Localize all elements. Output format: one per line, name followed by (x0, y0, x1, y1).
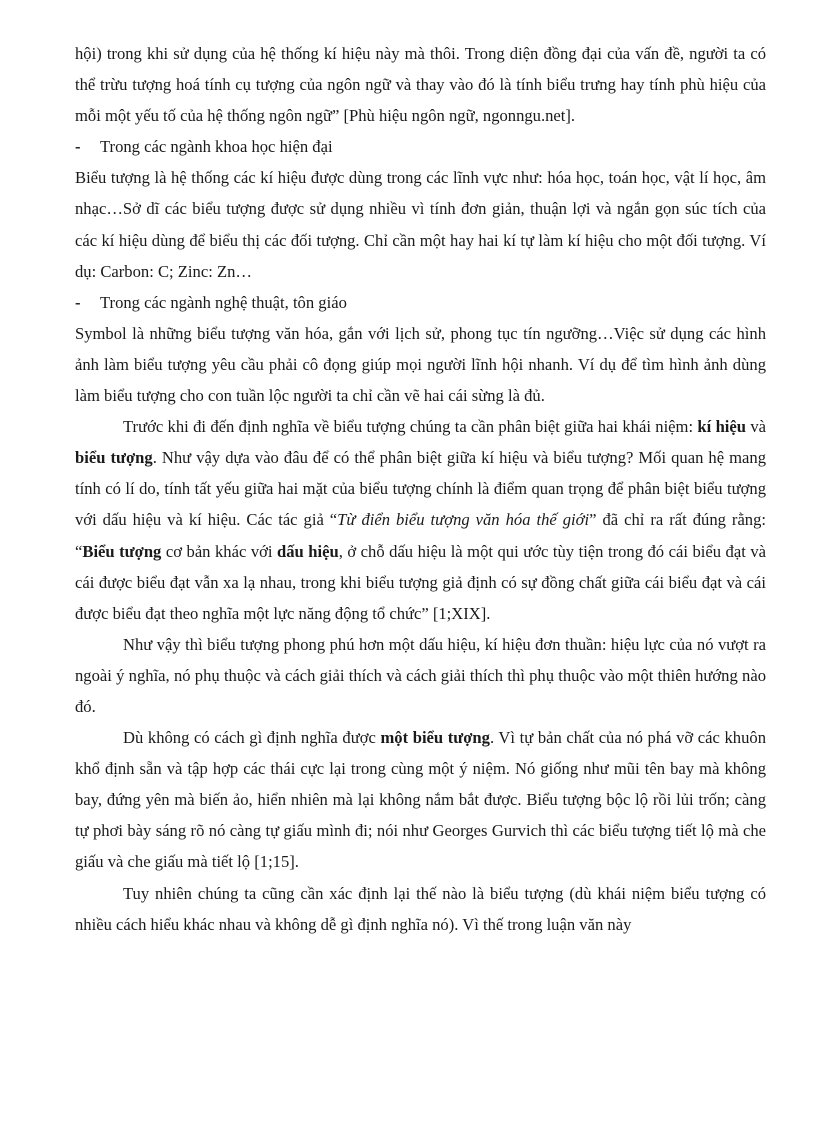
text-run: Dù không có cách gì định nghĩa được (123, 728, 381, 748)
paragraph-intro-continuation: hội) trong khi sử dụng của hệ thống kí hiệu này mà thôi. Trong diện đồng đại của vấn đề, người ta có thể trừu tượng hoá tính cụ tượng của ngôn ngữ và thay vào đó là tính biểu trưng hay tính phù hiệu của mỗi một yếu tố của hệ thống ngôn ngữ” [Phù hiệu ngôn ngữ, ngonngu.net]. (75, 44, 766, 126)
text-run: ” đã chỉ ra rất đúng rằng: “ (75, 510, 767, 561)
bullet-item-science (75, 131, 766, 162)
bold-term: Biểu tượng (82, 541, 162, 561)
dash-marker: - (75, 292, 81, 312)
italic-book-title: Từ điển biểu tượng văn hóa thế giới (337, 510, 590, 530)
text-run: và (746, 417, 767, 437)
bold-term: biểu tượng (75, 448, 153, 468)
text-run: cơ bản khác với (161, 541, 278, 561)
bullet-item-label: Trong các ngành nghệ thuật, tôn giáo (100, 292, 347, 312)
document-page (75, 38, 766, 940)
paragraph-symbol-richness: Như vậy thì biểu tượng phong phú hơn một dấu hiệu, kí hiệu đơn thuần: hiệu lực của nó vượt ra ngoài ý nghĩa, nó phụ thuộc và cách giải thích và cách giải thích thì phụ thuộc vào một thiên hướng nào đó. (75, 634, 766, 716)
bold-term: dấu hiệu (277, 541, 339, 561)
bullet-item-arts (75, 287, 766, 318)
paragraph-thesis-scope: Tuy nhiên chúng ta cũng cần xác định lại thế nào là biểu tượng (dù khái niệm biểu tượng có nhiều cách hiểu khác nhau và không dễ gì định nghĩa nó). Vì thế trong luận văn này (75, 883, 766, 934)
bold-term: một biểu tượng (380, 728, 490, 748)
paragraph-arts: Symbol là những biểu tượng văn hóa, gắn với lịch sử, phong tục tín ngưỡng…Việc sử dụng các hình ảnh làm biểu tượng yêu cầu phải cô đọng giúp mọi người lĩnh hội nhanh. Ví dụ để tìm hình ảnh dùng làm biểu tượng cho con tuần lộc người ta chỉ cần vẽ hai cái sừng là đủ. (75, 323, 766, 406)
paragraph-science: Biểu tượng là hệ thống các kí hiệu được dùng trong các lĩnh vực như: hóa học, toán học, vật lí học, âm nhạc…Sở dĩ các biểu tượng được sử dụng nhiều vì tính đơn giản, thuận lợi và ngắn gọn súc tích của các kí hiệu dùng để biểu thị các đối tượng. Chỉ cần một hay hai kí tự làm kí hiệu cho một đối tượng. Ví dụ: Carbon: C; Zinc: Zn… (75, 168, 766, 281)
paragraph-sign-vs-symbol (75, 411, 766, 629)
text-run: Trước khi đi đến định nghĩa về biểu tượng chúng ta cần phân biệt giữa hai khái niệm: (123, 417, 698, 437)
text-run: . Vì tự bản chất của nó phá vỡ các khuôn khổ định sẵn và tập hợp các thái cực lại trong cùng một ý niệm. Nó giống như mũi tên bay mà không bay, đứng yên mà biến ảo, hiển nhiên mà lại không nắm bắt được. Biểu tượng bộc lộ rồi lủi trốn; càng tự phơi bày sáng rõ nó càng tự giấu mình đi; nói như Georges Gurvich thì các biểu tượng tiết lộ mà che giấu và che giấu mà tiết lộ [1;15]. (75, 728, 766, 872)
paragraph-definition-difficulty (75, 722, 766, 877)
text-run: . Như vậy dựa vào đâu để có thể phân biệt giữa kí hiệu và biểu tượng? Mối quan hệ mang tính có lí do, tính tất yếu giữa hai mặt của biểu tượng chính là điểm quan trọng để phân biệt biểu tượng với dấu hiệu và kí hiệu. Các tác giả “ (75, 448, 767, 530)
dash-marker: - (75, 137, 81, 157)
bullet-item-label: Trong các ngành khoa học hiện đại (100, 137, 333, 157)
bold-term: kí hiệu (697, 417, 747, 437)
text-run: , ở chỗ dấu hiệu là một qui ước tùy tiện trong đó cái biểu đạt và cái được biểu đạt vẫn xa lạ nhau, trong khi biểu tượng giả định có sự đồng chất giữa cái biểu đạt và cái được biểu đạt theo nghĩa một lực năng động tổ chức” [1;XIX]. (75, 541, 766, 623)
